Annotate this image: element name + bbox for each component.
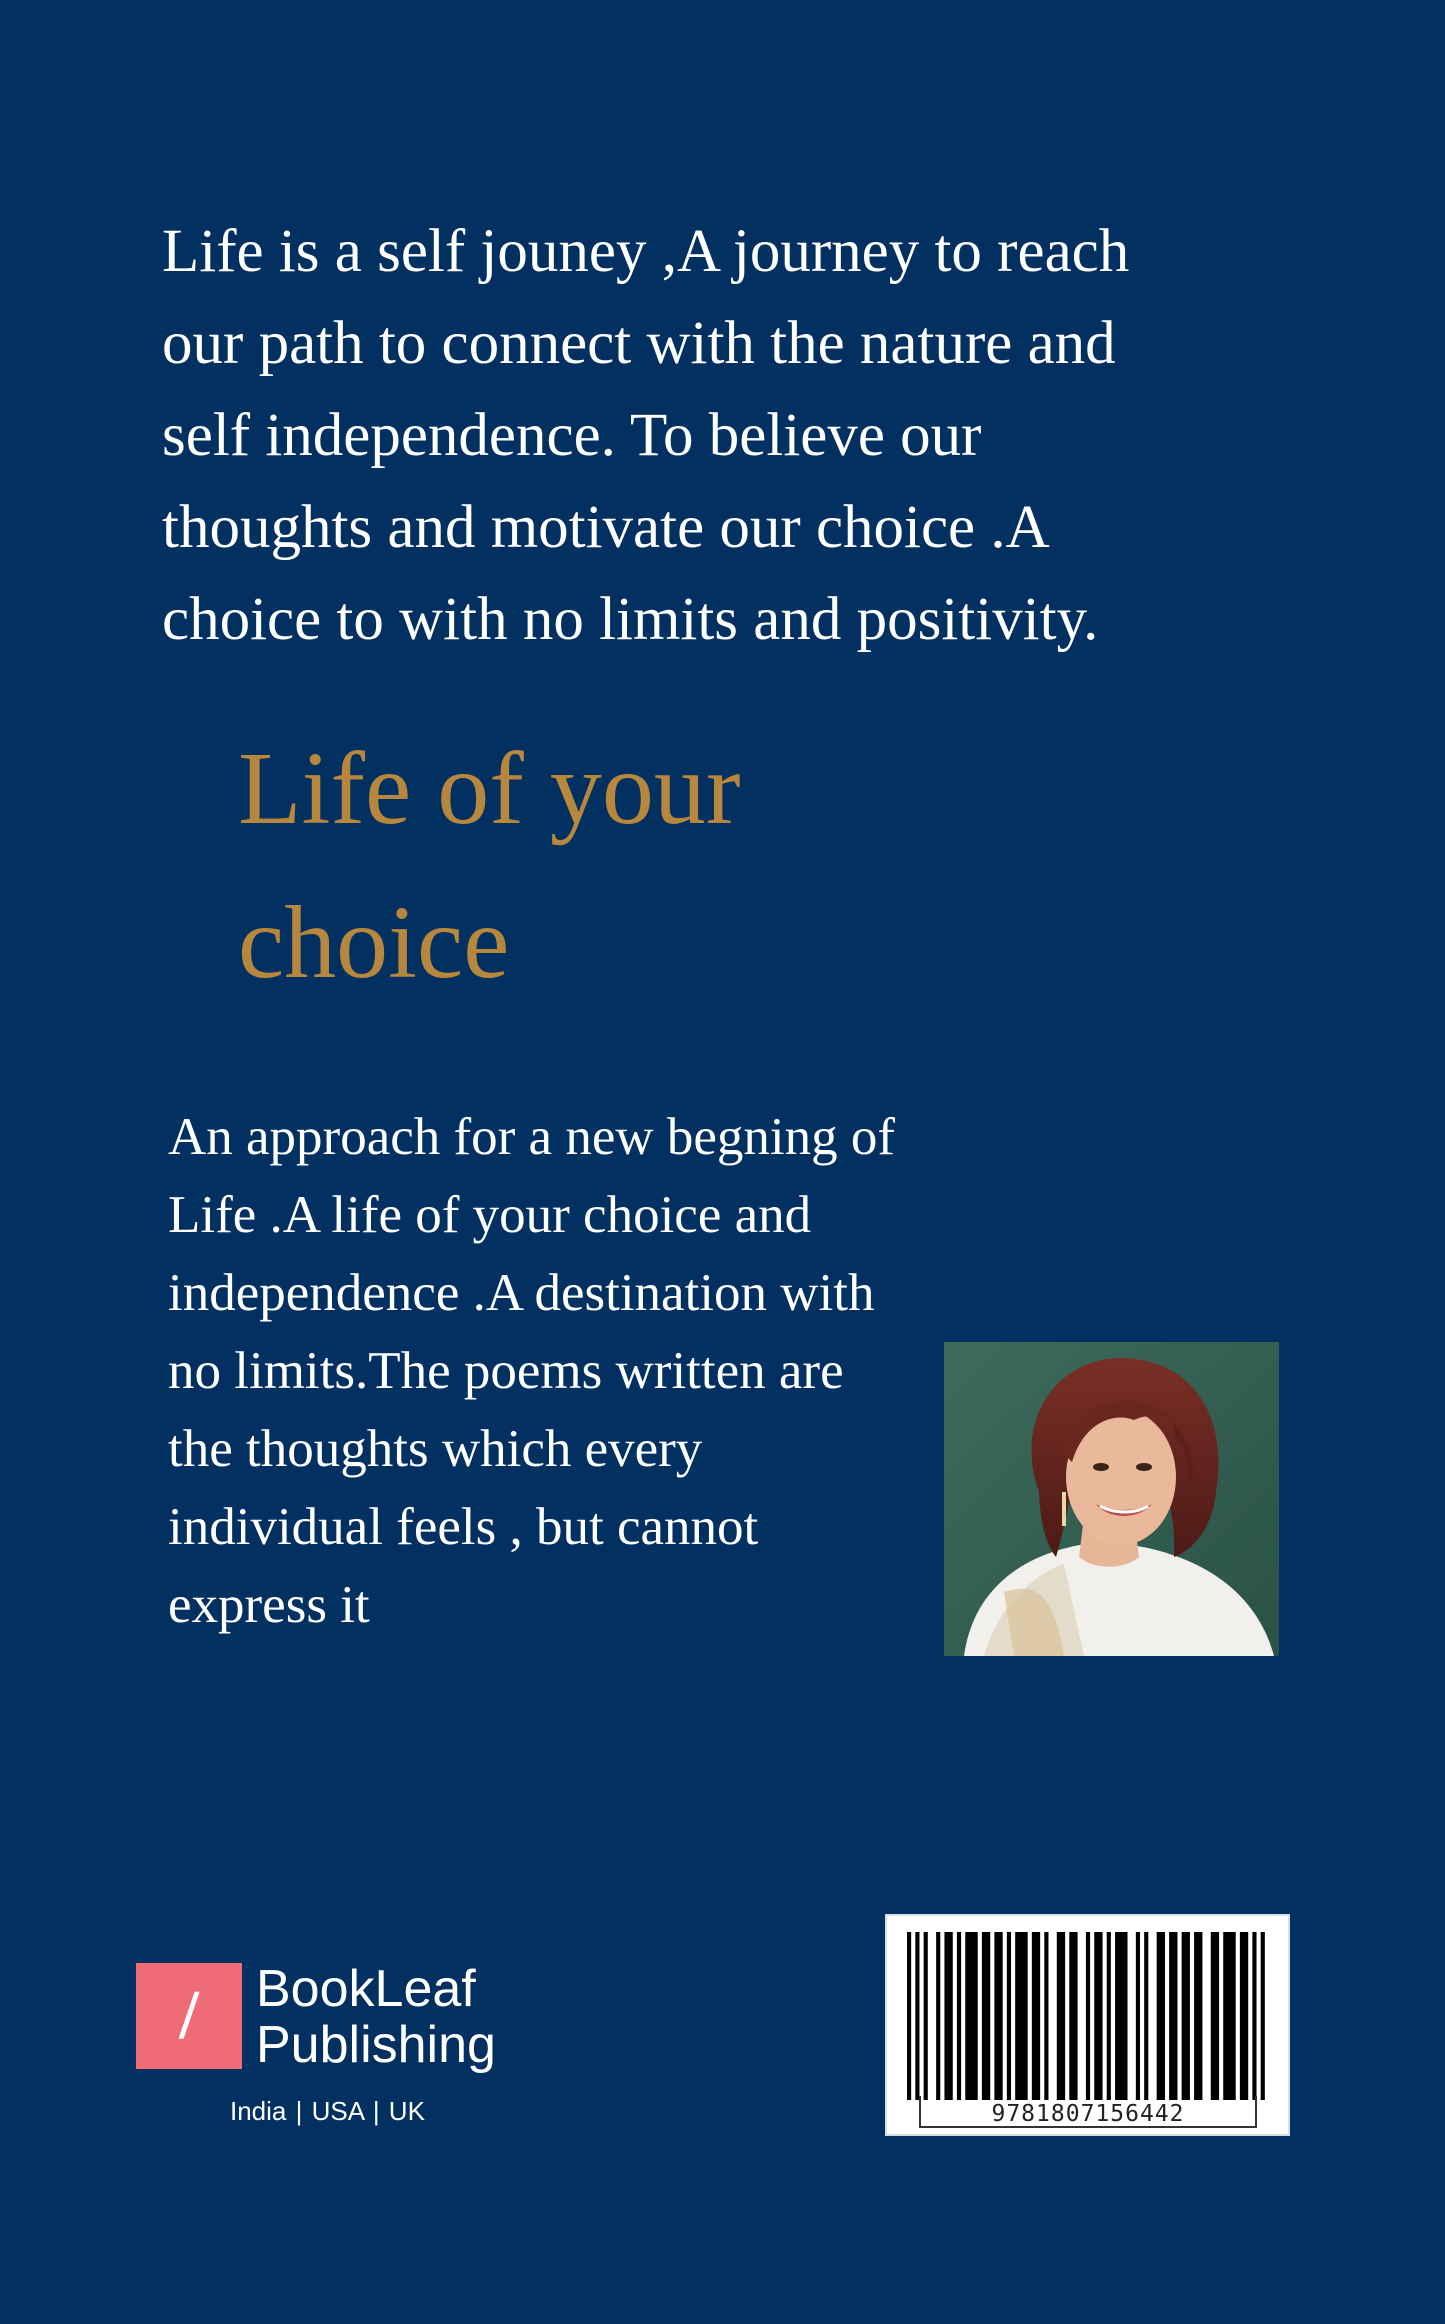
barcode-bar bbox=[994, 1932, 1002, 2100]
barcode-bar bbox=[1240, 1932, 1248, 2100]
barcode-bar bbox=[1182, 1932, 1190, 2100]
barcode-bar bbox=[1261, 1932, 1265, 2100]
bookleaf-logo-mark bbox=[136, 1963, 242, 2069]
barcode-bar bbox=[1094, 1932, 1102, 2100]
book-title: Life of your choice bbox=[238, 731, 741, 1000]
barcode-bar bbox=[1044, 1932, 1048, 2100]
slash-icon: / bbox=[177, 1980, 201, 2052]
publisher-name: BookLeaf Publishing bbox=[256, 1960, 496, 2074]
blurb-text: Life is a self jouney ,A journey to reach our path to connect with the nature and self independence. To believe our thoughts and motivate our choice .A choice to with no limits and positivity. bbox=[162, 218, 1130, 653]
barcode-bar bbox=[907, 1932, 911, 2100]
barcode-bar bbox=[1086, 1932, 1090, 2100]
barcode-bar bbox=[982, 1932, 990, 2100]
barcode-bar bbox=[1107, 1932, 1111, 2100]
barcode-bar bbox=[936, 1932, 940, 2100]
barcode-bar bbox=[915, 1932, 919, 2100]
barcode-bar bbox=[1157, 1932, 1165, 2100]
barcode-bar bbox=[1015, 1932, 1027, 2100]
barcode-bar bbox=[965, 1932, 977, 2100]
barcode-bar bbox=[1252, 1932, 1256, 2100]
author-photo bbox=[944, 1342, 1279, 1656]
isbn-number: 9781807156442 bbox=[991, 2101, 1185, 2127]
publisher-regions: India | USA | UK bbox=[230, 2096, 425, 2126]
barcode-bar bbox=[1115, 1932, 1127, 2100]
barcode-bar bbox=[957, 1932, 961, 2100]
book-description: An approach for a new begning of Life .A life of your choice and independence .A destination with no limits.The poems written are the thoughts which every individual feels , but cannot express it bbox=[168, 1108, 896, 1634]
barcode-bar bbox=[1211, 1932, 1219, 2100]
isbn-barcode bbox=[885, 1914, 1290, 2136]
barcode-bar bbox=[1136, 1932, 1140, 2100]
barcode-bar bbox=[1007, 1932, 1011, 2100]
barcode-bar bbox=[1057, 1932, 1065, 2100]
barcode-bars bbox=[907, 1932, 1272, 2100]
barcode-bar bbox=[1223, 1932, 1235, 2100]
barcode-bar bbox=[1169, 1932, 1177, 2100]
barcode-bar bbox=[944, 1932, 952, 2100]
barcode-bar bbox=[1032, 1932, 1040, 2100]
barcode-bar bbox=[924, 1932, 928, 2100]
barcode-bar bbox=[1194, 1932, 1202, 2100]
barcode-bar bbox=[1069, 1932, 1077, 2100]
barcode-bar bbox=[1144, 1932, 1148, 2100]
